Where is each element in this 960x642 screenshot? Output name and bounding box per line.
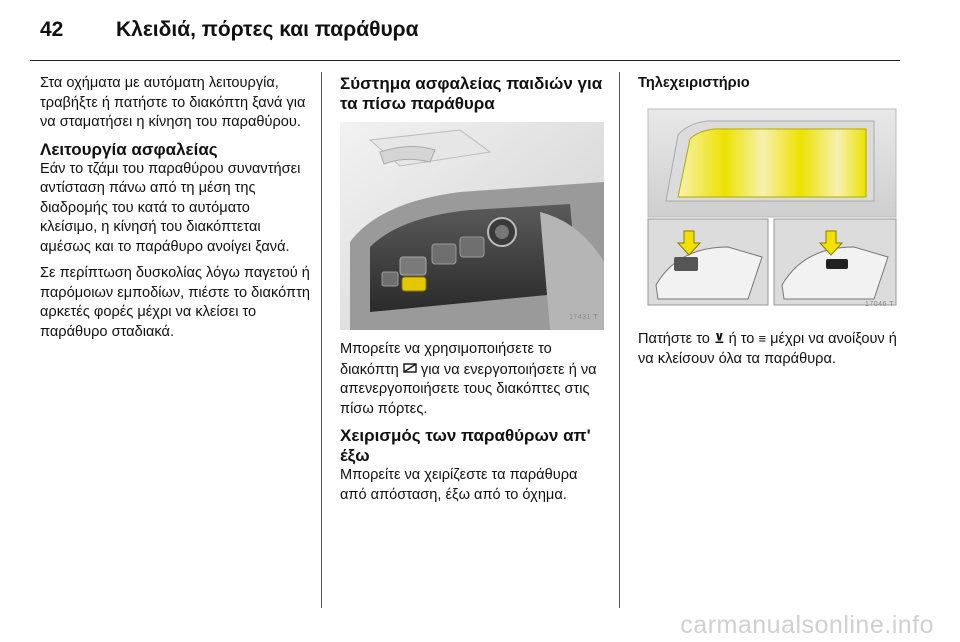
difficulty-paragraph: Σε περίπτωση δυσκολίας λόγω παγετού ή παρόμοιων εμποδίων, πιέστε το διακόπτη αρκετές φορές μέχρι να κλείσει το παράθυρο σταδιακά.: [40, 265, 310, 340]
safety-heading: Λειτουργία ασφαλείας: [40, 139, 218, 159]
child-lock-paragraph: [340, 340, 604, 419]
remote-text-1: Πατήστε το: [638, 331, 710, 347]
page-number: 42: [40, 18, 64, 41]
page-title: Κλειδιά, πόρτες και παράθυρα: [116, 18, 419, 41]
figure-code-17046: 17046 T: [864, 300, 894, 308]
column-3: [638, 74, 908, 376]
intro-paragraph: Στα οχήματα με αυτόματη λειτουργία, τραβήξτε ή πατήστε το διακόπτη ξανά για να σταματήσει η κίνηση του παραθύρου.: [40, 75, 306, 130]
remote-paragraph: [638, 329, 908, 369]
remote-text-3: μέχρι να ανοίξουν ή να κλείσουν όλα τα παράθυρα.: [638, 331, 897, 367]
column-divider-2: [619, 72, 620, 608]
child-safety-heading: Σύστημα ασφαλείας παιδιών για τα πίσω παράθυρα: [340, 74, 603, 113]
watermark: carmanualsonline.info: [680, 611, 934, 639]
door-switch-illustration: [340, 122, 604, 330]
child-lock-icon: [403, 362, 417, 377]
exterior-paragraph: Μπορείτε να χειρίζεστε τα παράθυρα από απόσταση, έξω από το όχημα.: [340, 467, 578, 503]
exterior-heading: Χειρισμός των παραθύρων απ' έξω: [340, 426, 591, 465]
column-2: [340, 74, 604, 512]
safety-paragraph: Εάν το τζάμι του παραθύρου συναντήσει αντίσταση πάνω από τη μέση της διαδρομής του κατά το αυτόματο κλείσιμο, η κίνησή του διακόπτεται αμέσως και το παράθυρο ανοίγει ξανά.: [40, 160, 301, 255]
window-open-icon: ⊻: [713, 331, 725, 346]
remote-figure: [638, 107, 900, 317]
door-switch-figure: [340, 122, 604, 330]
remote-text-2: ή το: [728, 331, 755, 347]
column-1: [40, 74, 310, 349]
page-header: [0, 0, 960, 62]
child-lock-text-1: Μπορείτε να χρησιμοποιήσετε το διακόπτη: [340, 341, 552, 378]
child-lock-text-2: για να ενεργοποιήσετε ή να απενεργοποιήσετε τους διακόπτες στις πίσω πόρτες.: [340, 361, 597, 417]
remote-illustration: [638, 107, 900, 317]
remote-heading: Τηλεχειριστήριο: [638, 75, 750, 91]
header-rule: [30, 60, 900, 61]
column-divider-1: [321, 72, 322, 608]
figure-code-17431: 17431 T: [568, 313, 598, 321]
window-close-icon: ≡: [758, 331, 767, 346]
